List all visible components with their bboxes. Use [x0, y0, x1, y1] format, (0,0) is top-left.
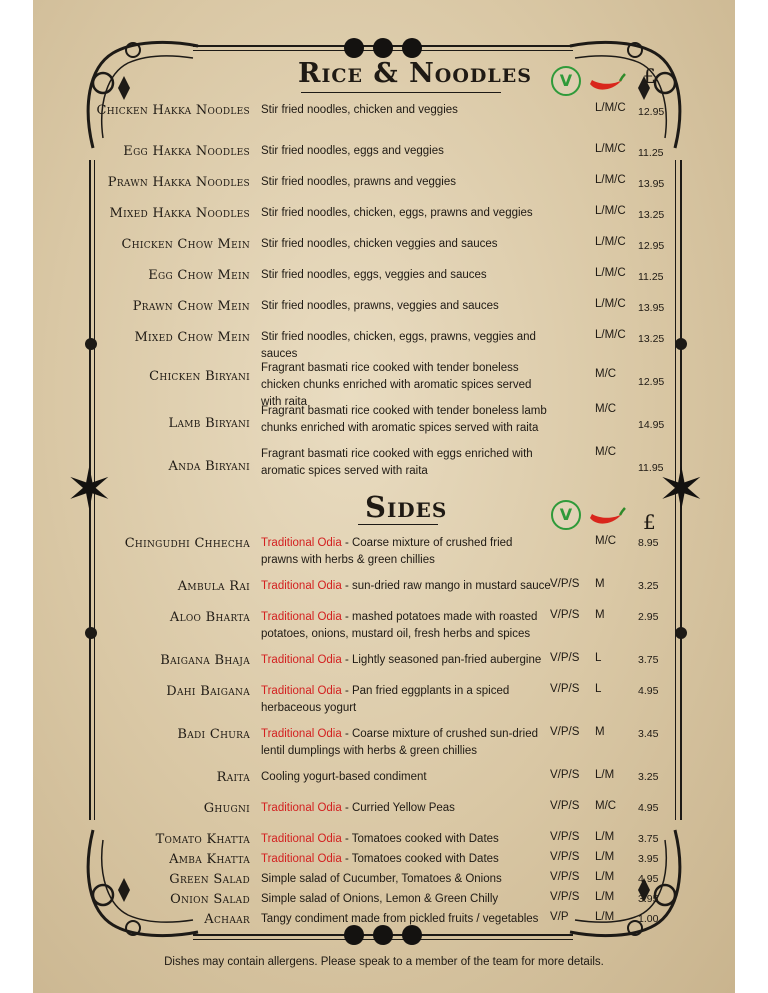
menu-page [33, 0, 735, 993]
allergen-notice: Dishes may contain allergens. Please speak to a member of the team for more details. [164, 956, 604, 968]
diet-code: V/P [550, 911, 569, 923]
spice-level: L/M/C [595, 236, 626, 248]
dish-description [261, 911, 551, 928]
dish-price: 12.95 [638, 240, 665, 252]
corner-flourish-icon [73, 28, 203, 158]
vegetarian-v-icon: V [551, 500, 581, 530]
dish-name: Mixed Hakka Noodles [109, 206, 250, 221]
spice-level: L/M/C [595, 205, 626, 217]
dish-description-text: Stir fried noodles, chicken and veggies [261, 104, 458, 116]
dish-price: 3.25 [638, 771, 659, 783]
dish-description-text: - Coarse mixture of crushed fried prawns with herbs & green chillies [261, 537, 513, 566]
ornament-dot [344, 38, 364, 58]
dish-description-text: Stir fried noodles, chicken, eggs, prawns and veggies [261, 207, 533, 219]
dish-price: 11.95 [638, 462, 664, 474]
dish-price: 11.25 [638, 271, 664, 283]
dish-name: Badi Chura [177, 727, 250, 742]
dish-name: Ghugni [203, 801, 250, 816]
traditional-odia-tag: Traditional Odia [261, 611, 342, 623]
ornament-dot [402, 38, 422, 58]
spice-level: L/M/C [595, 102, 626, 114]
dish-description [261, 329, 551, 363]
chilli-pepper-icon [586, 506, 626, 528]
ornament-dot [675, 338, 687, 350]
diet-code: V/P/S [550, 891, 580, 903]
dish-price: 3.45 [638, 728, 659, 740]
traditional-odia-tag: Traditional Odia [261, 802, 342, 814]
dish-price: 13.25 [638, 333, 665, 345]
spice-level: M [595, 578, 605, 590]
dish-description-text: - Tomatoes cooked with Dates [341, 853, 499, 865]
dish-description-text: - Coarse mixture of crushed sun-dried lentil dumplings with herbs & green chillies [261, 728, 538, 757]
dish-price: 8.95 [638, 537, 659, 549]
dish-description-text: - Pan fried eggplants in a spiced herbaceous yogurt [261, 685, 510, 714]
dish-description [261, 143, 551, 160]
dish-description-text: - Curried Yellow Peas [341, 802, 455, 814]
ornament-dot [85, 627, 97, 639]
dish-description [261, 236, 551, 253]
price-header: £ [643, 510, 656, 534]
dish-description [261, 609, 551, 643]
dish-name: Chicken Hakka Noodles [96, 103, 250, 118]
spice-level: L/M [595, 769, 615, 781]
dish-price: 14.95 [638, 419, 665, 431]
dish-description [261, 446, 551, 480]
section-title-rice-noodles: Rice & Noodles [298, 58, 532, 89]
dish-price: 11.25 [638, 147, 664, 159]
diet-code: V/P/S [550, 871, 580, 883]
diet-code: V/P/S [550, 831, 580, 843]
dish-description [261, 683, 551, 717]
dish-price: 13.95 [638, 178, 665, 190]
dish-description-text: Fragrant basmati rice cooked with eggs enriched with aromatic spices served with raita [261, 448, 533, 477]
spice-level: L/M/C [595, 143, 626, 155]
spice-level: M/C [595, 446, 617, 458]
dish-description [261, 535, 551, 569]
spice-level: L/M/C [595, 174, 626, 186]
dish-description-text: Stir fried noodles, chicken, eggs, prawns, veggies and sauces [261, 331, 536, 360]
dish-name: Prawn Hakka Noodles [107, 175, 250, 190]
spice-level: L/M/C [595, 267, 626, 279]
spice-level: L [595, 683, 602, 695]
ornament-dot [373, 925, 393, 945]
dish-description-text: Stir fried noodles, prawns, veggies and sauces [261, 300, 499, 312]
vegetarian-v-icon: V [551, 66, 581, 96]
ornament-dot [344, 925, 364, 945]
diet-code: V/P/S [550, 652, 580, 664]
dish-name: Lamb Biryani [168, 416, 250, 431]
traditional-odia-tag: Traditional Odia [261, 654, 342, 666]
dish-name: Tomato Khatta [155, 832, 250, 847]
traditional-odia-tag: Traditional Odia [261, 728, 342, 740]
dish-name: Green Salad [169, 872, 250, 887]
dish-description [261, 652, 551, 669]
dish-price: 3.25 [638, 580, 659, 592]
diet-code: V/P/S [550, 683, 580, 695]
spice-level: L/M [595, 851, 615, 863]
corner-flourish-icon [565, 820, 695, 950]
dish-description-text: Fragrant basmati rice cooked with tender boneless chicken chunks enriched with aromatic spices served with raita [261, 362, 532, 408]
dish-description [261, 205, 551, 222]
dish-description-text: Simple salad of Cucumber, Tomatoes & Onions [261, 873, 502, 885]
spice-level: M [595, 609, 605, 621]
title-underline [301, 92, 501, 93]
dish-description [261, 800, 551, 817]
dish-price: 12.95 [638, 106, 665, 118]
dish-description [261, 769, 551, 786]
price-header: £ [643, 64, 656, 88]
chilli-pepper-icon [586, 72, 626, 94]
section-title-sides: Sides [365, 490, 448, 524]
dish-name: Egg Hakka Noodles [123, 144, 250, 159]
dish-description [261, 174, 551, 191]
dish-name: Egg Chow Mein [148, 268, 250, 283]
dish-description-text: Stir fried noodles, prawns and veggies [261, 176, 456, 188]
dish-price: 1.00 [638, 913, 659, 925]
dish-description [261, 298, 551, 315]
diet-code: V/P/S [550, 578, 580, 590]
dish-description-text: Tangy condiment made from pickled fruits / vegetables [261, 913, 539, 925]
title-underline [358, 524, 438, 525]
dish-description-text: - sun-dried raw mango in mustard sauce [341, 580, 551, 592]
dish-description [261, 578, 551, 595]
dish-description-text: Fragrant basmati rice cooked with tender boneless lamb chunks enriched with aromatic spices served with raita [261, 405, 547, 434]
dish-price: 3.75 [638, 654, 659, 666]
dish-name: Onion Salad [170, 892, 250, 907]
dish-description-text: - Lightly seasoned pan-fried aubergine [341, 654, 542, 666]
dish-description-text: - Tomatoes cooked with Dates [341, 833, 499, 845]
traditional-odia-tag: Traditional Odia [261, 685, 342, 697]
dish-price: 12.95 [638, 376, 665, 388]
spice-level: L/M/C [595, 298, 626, 310]
diet-code: V/P/S [550, 726, 580, 738]
dish-description [261, 891, 551, 908]
spice-level: M [595, 726, 605, 738]
dish-description-text: Stir fried noodles, chicken veggies and sauces [261, 238, 498, 250]
dish-price: 3.95 [638, 893, 659, 905]
diet-code: V/P/S [550, 800, 580, 812]
spice-level: L/M [595, 911, 615, 923]
traditional-odia-tag: Traditional Odia [261, 833, 342, 845]
dish-description-text: Stir fried noodles, eggs and veggies [261, 145, 444, 157]
dish-name: Raita [216, 770, 250, 785]
dish-price: 3.95 [638, 853, 659, 865]
dish-name: Baigana Bhaja [160, 653, 250, 668]
spice-level: L/M [595, 831, 615, 843]
dish-name: Chicken Chow Mein [121, 237, 250, 252]
dish-name: Chingudhi Chhecha [124, 536, 250, 551]
dish-description [261, 403, 551, 437]
spice-level: L/M [595, 871, 615, 883]
ornament-dot [402, 925, 422, 945]
dish-price: 4.95 [638, 685, 659, 697]
dish-price: 13.25 [638, 209, 665, 221]
spice-level: M/C [595, 368, 617, 380]
diet-code: V/P/S [550, 851, 580, 863]
dish-name: Amba Khatta [169, 852, 250, 867]
spice-level: M/C [595, 535, 617, 547]
spice-level: M/C [595, 403, 617, 415]
dish-description [261, 831, 551, 848]
dish-description [261, 851, 551, 868]
dish-price: 13.95 [638, 302, 665, 314]
dish-description-text: Stir fried noodles, eggs, veggies and sauces [261, 269, 487, 281]
dish-name: Aloo Bharta [169, 610, 250, 625]
dish-description [261, 102, 551, 119]
spice-level: L/M/C [595, 329, 626, 341]
spice-level: L [595, 652, 602, 664]
ornament-dot [373, 38, 393, 58]
dish-name: Achaar [204, 912, 250, 927]
traditional-odia-tag: Traditional Odia [261, 580, 342, 592]
star-ornament-icon: ✶ [657, 455, 706, 523]
dish-price: 2.95 [638, 611, 659, 623]
diet-code: V/P/S [550, 609, 580, 621]
dish-description-text: - mashed potatoes made with roasted potatoes, onions, mustard oil, fresh herbs and spices [261, 611, 538, 640]
dish-description [261, 267, 551, 284]
dish-description-text: Simple salad of Onions, Lemon & Green Chilly [261, 893, 499, 905]
dish-name: Mixed Chow Mein [134, 330, 250, 345]
spice-level: L/M [595, 891, 615, 903]
dish-name: Dahi Baigana [166, 684, 250, 699]
dish-description-text: Cooling yogurt-based condiment [261, 771, 427, 783]
dish-description [261, 871, 551, 888]
dish-name: Chicken Biryani [149, 369, 250, 384]
diet-code: V/P/S [550, 769, 580, 781]
ornament-dot [675, 627, 687, 639]
dish-name: Ambula Rai [177, 579, 250, 594]
dish-price: 4.95 [638, 873, 659, 885]
traditional-odia-tag: Traditional Odia [261, 853, 342, 865]
dish-price: 3.75 [638, 833, 659, 845]
corner-flourish-icon [565, 28, 695, 158]
dish-price: 4.95 [638, 802, 659, 814]
dish-description [261, 726, 551, 760]
star-ornament-icon: ✶ [65, 455, 114, 523]
spice-level: M/C [595, 800, 617, 812]
dish-name: Anda Biryani [168, 459, 250, 474]
traditional-odia-tag: Traditional Odia [261, 537, 342, 549]
dish-name: Prawn Chow Mein [132, 299, 250, 314]
